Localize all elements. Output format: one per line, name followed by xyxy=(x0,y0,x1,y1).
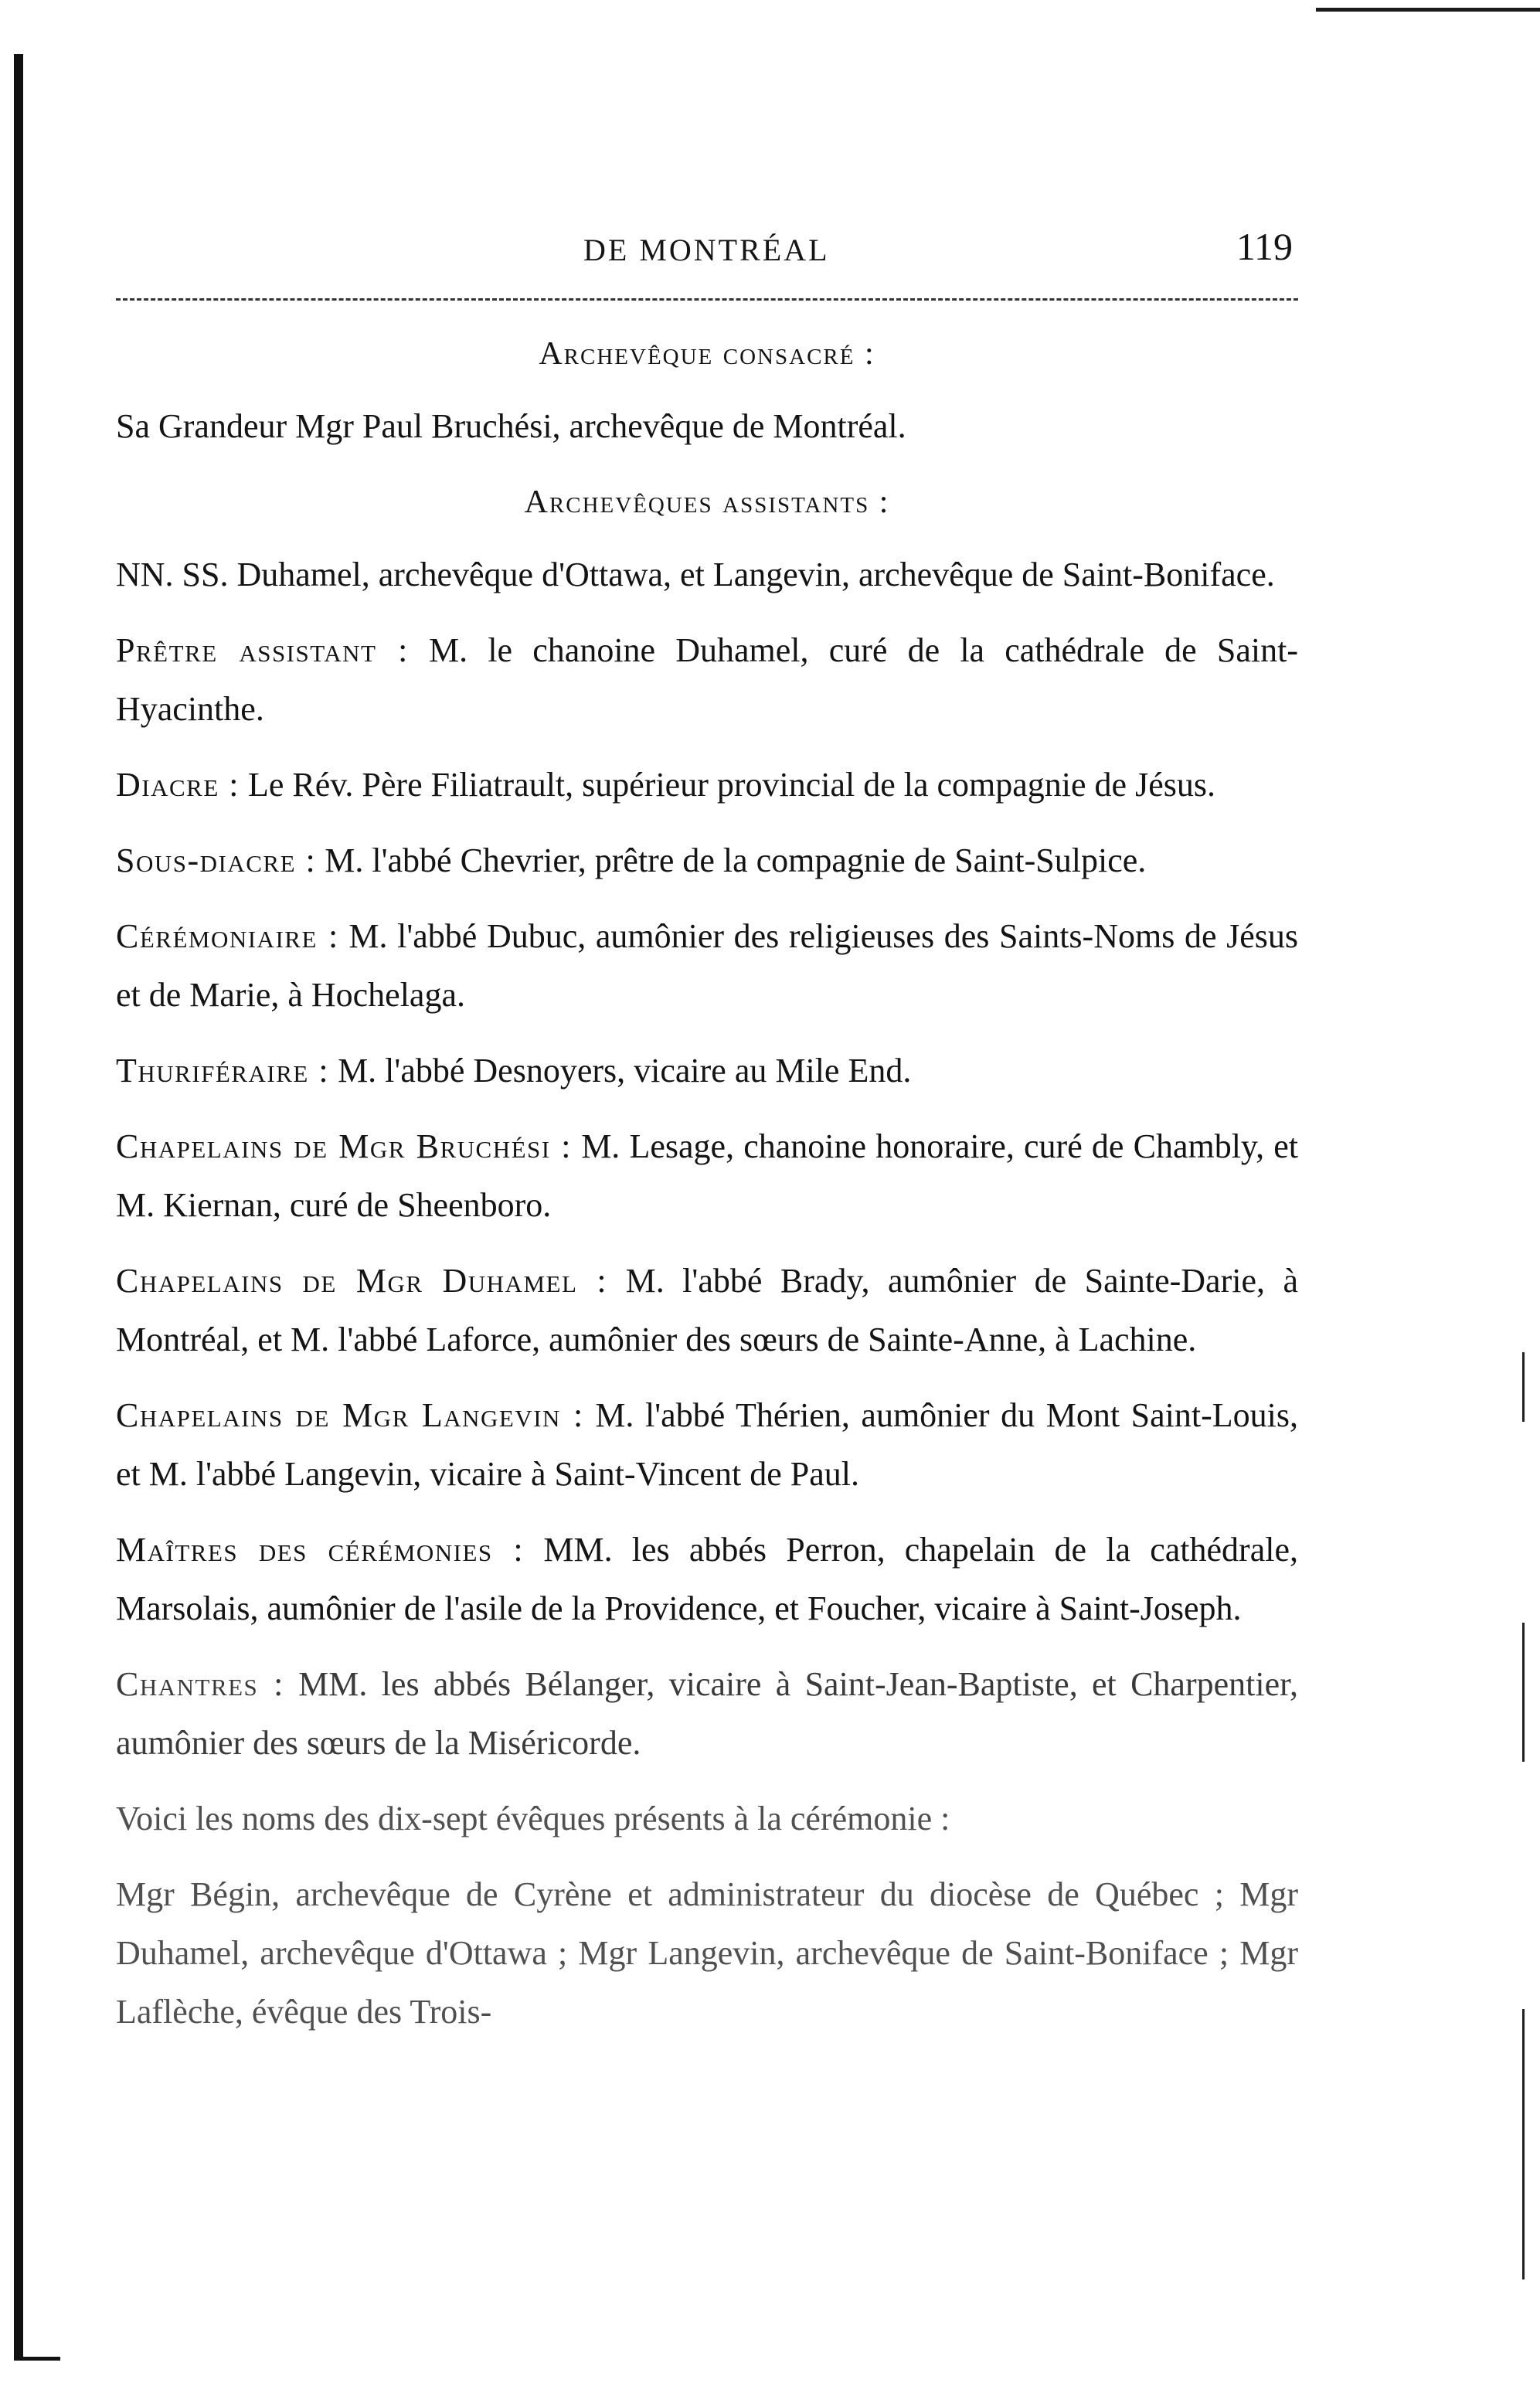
priest-paragraph xyxy=(116,621,1298,739)
deacon-paragraph xyxy=(116,756,1298,814)
page-edge-mark xyxy=(1522,1623,1525,1762)
binding-shadow-foot xyxy=(14,2357,60,2361)
chaplains-langevin-label: Chapelains de Mgr Langevin : xyxy=(116,1396,584,1434)
thurifer-paragraph xyxy=(116,1042,1298,1100)
masters-paragraph xyxy=(116,1521,1298,1638)
ceremonial-paragraph xyxy=(116,907,1298,1025)
chanters-text: MM. les abbés Bélanger, vicaire à Saint-Jean-Baptiste, et Charpentier, aumônier des sœurs de la Miséricorde. xyxy=(116,1665,1299,1762)
running-head-title: DE MONTRÉAL xyxy=(583,233,830,267)
page-body xyxy=(116,325,1298,2058)
bishops-list: Mgr Bégin, archevêque de Cyrène et administrateur du diocèse de Québec ; Mgr Duhamel, archevêque d'Ottawa ; Mgr Langevin, archevêque de Saint-Boniface ; Mgr Laflèche, évêque des Trois- xyxy=(116,1875,1298,2031)
subdeacon-label: Sous-diacre : xyxy=(116,841,317,879)
thurifer-label: Thuriféraire : xyxy=(116,1052,330,1090)
page-edge-mark xyxy=(1522,2009,1525,2279)
binding-shadow xyxy=(14,54,23,2357)
chaplains-langevin-paragraph xyxy=(116,1386,1298,1504)
deacon-text: Le Rév. Père Filiatrault, supérieur provincial de la compagnie de Jésus. xyxy=(248,766,1215,804)
chanters-paragraph xyxy=(116,1655,1298,1773)
chaplains-bruchesi-paragraph xyxy=(116,1117,1298,1235)
ceremonial-label: Cérémoniaire : xyxy=(116,917,339,955)
assistants-text: NN. SS. Duhamel, archevêque d'Ottawa, et Langevin, archevêque de Saint-Boniface. xyxy=(116,556,1275,593)
chaplains-duhamel-paragraph xyxy=(116,1252,1298,1369)
chaplains-duhamel-label: Chapelains de Mgr Duhamel : xyxy=(116,1262,608,1300)
chaplains-langevin-text: M. l'abbé Thérien, aumônier du Mont Saint-Louis, et M. l'abbé Langevin, vicaire à Saint-Vincent de Paul. xyxy=(116,1396,1299,1493)
page-edge-mark xyxy=(1522,1352,1525,1422)
consecrated-heading: Archevêque consacré : xyxy=(539,336,875,372)
bishops-intro: Voici les noms des dix-sept évêques présents à la cérémonie : xyxy=(116,1800,950,1837)
priest-text: M. le chanoine Duhamel, curé de la cathédrale de Saint-Hyacinthe. xyxy=(116,631,1298,728)
chaplains-bruchesi-label: Chapelains de Mgr Bruchési : xyxy=(116,1127,572,1165)
page-number: 119 xyxy=(1236,225,1293,268)
thurifer-text: M. l'abbé Desnoyers, vicaire au Mile End. xyxy=(338,1052,912,1090)
header-rule xyxy=(116,298,1298,301)
consecrated-text: Sa Grandeur Mgr Paul Bruchési, archevêque de Montréal. xyxy=(116,407,906,445)
chanters-label: Chantres : xyxy=(116,1665,284,1703)
ceremonial-text: M. l'abbé Dubuc, aumônier des religieuses des Saints-Noms de Jésus et de Marie, à Hochelaga. xyxy=(116,917,1298,1014)
priest-label: Prêtre assistant : xyxy=(116,631,409,669)
deacon-label: Diacre : xyxy=(116,766,240,804)
subdeacon-paragraph xyxy=(116,831,1298,890)
chaplains-duhamel-text: M. l'abbé Brady, aumônier de Sainte-Darie, à Montréal, et M. l'abbé Laforce, aumônier des sœurs de Sainte-Anne, à Lachine. xyxy=(116,1262,1298,1358)
masters-text: MM. les abbés Perron, chapelain de la cathédrale, Marsolais, aumônier de l'asile de la Providence, et Foucher, vicaire à Saint-Joseph. xyxy=(116,1531,1298,1627)
top-edge-rule xyxy=(1316,8,1540,12)
masters-label: Maîtres des cérémonies : xyxy=(116,1531,525,1569)
subdeacon-text: M. l'abbé Chevrier, prêtre de la compagnie de Saint-Sulpice. xyxy=(325,841,1147,879)
running-head xyxy=(116,224,1293,270)
chaplains-bruchesi-text: M. Lesage, chanoine honoraire, curé de Chambly, et M. Kiernan, curé de Sheenboro. xyxy=(116,1127,1299,1224)
assistants-heading: Archevêques assistants : xyxy=(524,484,890,520)
